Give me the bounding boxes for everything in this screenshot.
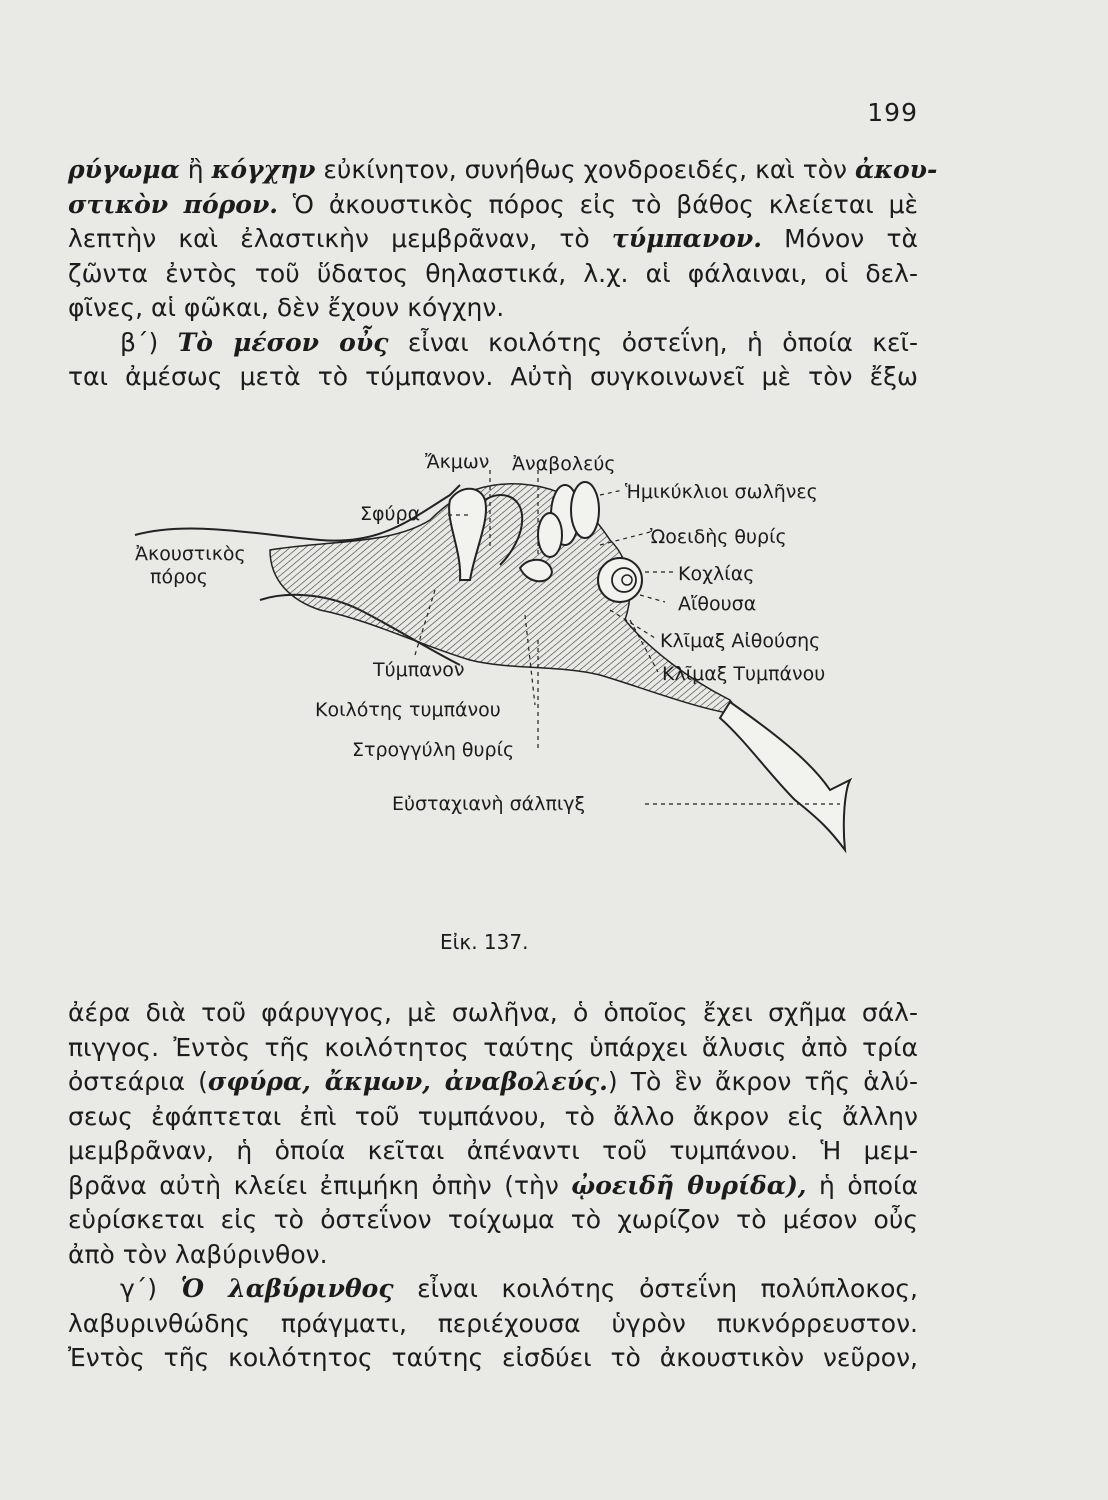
label-vestibule: Αἴθουσα [678,593,757,615]
label-tympanic-cavity: Κοιλότης τυμπάνου [315,699,501,721]
text-run: ὀστεάρια ( [68,1067,208,1096]
paragraph-3 [68,996,918,1272]
figure-caption: Εἰκ. 137. [440,930,529,954]
text-line [68,1238,918,1273]
text-run: ἢ [179,155,212,184]
label-scala-vestibuli: Κλῖμαξ Αἰθούσης [660,630,821,652]
label-ear-canal-1: Ἀκουστικὸς [135,543,246,565]
label-semicircular-canals: Ἡμικύκλιοι σωλῆνες [625,481,818,503]
text-run: Ὁ ἀκουστικὸς πόρος εἰς τὸ βάθος κλείεται μὲ [278,189,918,219]
label-akmon: Ἄκμων [425,451,490,473]
text-run: ἀπὸ τὸν λαβύρινθον. [68,1239,328,1269]
text-run: σεως ἐφάπτεται ἐπὶ τοῦ τυμπάνου, τὸ ἄλλο ἄκρον εἰς ἄλλην [68,1101,918,1131]
page-number: 199 [867,98,918,127]
text-run: εἶναι κοιλότης ὀστεΐνη, ἡ ὁποία κεῖ- [388,327,918,357]
paragraph-4 [68,1272,918,1376]
text-line [68,153,938,188]
text-run: ἀέρα διὰ τοῦ φάρυγγος, μὲ σωλῆνα, ὁ ὁποῖος ἔχει σχῆμα σάλ- [68,998,918,1027]
text-line [68,1169,918,1204]
text-run: Ἐντὸς τῆς κοιλότητος ταύτης εἰσδύει τὸ ἀκουστικὸν νεῦρον, [68,1343,918,1372]
text-run: Μόνον τὰ [761,224,918,253]
label-round-window: Στρογγύλη θυρίς [352,739,515,761]
emphasized-term: Ὁ λαβύρινθος [180,1274,394,1303]
text-line [68,1307,918,1342]
eustachian-tube [720,702,850,850]
label-scala-tympani: Κλῖμαξ Τυμπάνου [662,663,826,685]
text-line [68,257,918,292]
text-line [68,291,918,326]
ear-diagram [130,440,890,880]
text-line [68,1031,918,1066]
label-eustachian-tube: Εὐσταχιανὴ σάλπιγξ [392,793,586,815]
emphasized-term: στικὸν πόρον. [68,189,278,219]
label-oval-window: Ὠοειδὴς θυρίς [650,526,787,548]
text-line [68,1341,918,1376]
paragraph-2 [68,326,918,395]
text-run: εἶναι κοιλότης ὀστεΐνη πολύπλοκος, [393,1274,918,1303]
emphasized-term: σφύρα, ἄκμων, ἀναβολεύς. [207,1067,608,1096]
label-sfyra: Σφύρα [360,503,421,525]
paragraph-1 [68,153,938,326]
text-block-bottom [68,996,918,1376]
text-run: ἡ ὁποία [806,1170,918,1200]
text-run: βρᾶνα αὐτὴ κλείει ἐπιμήκη ὀπὴν (τὴν [68,1170,572,1200]
text-line [68,360,918,395]
text-run: ται ἀμέσως μετὰ τὸ τύμπανον. Αὐτὴ συγκοινωνεῖ μὲ τὸν ἔξω [68,362,918,391]
text-run: λαβυρινθώδης πράγματι, περιέχουσα ὑγρὸν πυκνόρρευστον. [68,1308,918,1338]
label-tympanum: Τύμπανον [373,659,465,681]
text-run: λεπτὴν καὶ ἐλαστικὴν μεμβρᾶναν, τὸ [68,224,612,253]
label-cochlea: Κοχλίας [678,563,755,585]
emphasized-term: ἀκου- [854,155,938,184]
text-line [68,1203,918,1238]
text-line [68,1134,918,1169]
label-anavoleus: Ἀναβολεύς [512,453,616,475]
text-run: ) Τὸ ἓν ἄκρον τῆς ἁλύ- [607,1067,918,1096]
emphasized-term: ᾠοειδῆ θυρίδα), [571,1170,807,1200]
text-run: εὐκίνητον, συνήθως χονδροειδές, καὶ τὸν [315,155,855,184]
ear-diagram-figure [130,440,890,880]
semicircular-canal-3 [538,513,562,557]
text-line [68,188,918,223]
text-run: β΄) [120,327,178,357]
text-run: μεμβρᾶναν, ἡ ὁποία κεῖται ἀπέναντι τοῦ τυμπάνου. Ἡ μεμ- [68,1136,918,1165]
emphasized-term: τύμπανον. [611,224,762,253]
text-line [68,222,918,257]
emphasized-term: Τὸ μέσον οὖς [177,327,389,357]
emphasized-term: κόγχην [211,155,316,184]
text-line [68,1065,918,1100]
text-block-top [68,153,938,395]
emphasized-term: ρύγωμα [68,155,180,184]
text-line [68,1100,918,1135]
text-run: φῖνες, αἱ φῶκαι, δὲν ἔχουν κόγχην. [68,293,505,322]
text-run: γ΄) [120,1274,181,1303]
text-run: πιγγος. Ἐντὸς τῆς κοιλότητος ταύτης ὑπάρχει ἅλυσις ἀπὸ τρία [68,1032,918,1062]
text-run: εὑρίσκεται εἰς τὸ ὀστεΐνον τοίχωμα τὸ χωρίζον τὸ μέσον οὖς [68,1205,918,1234]
text-line [68,996,918,1031]
text-line [68,326,918,361]
semicircular-canal-2 [571,482,599,538]
label-ear-canal-2: πόρος [150,566,208,588]
text-run: ζῶντα ἐντὸς τοῦ ὕδατος θηλαστικά, λ.χ. αἱ φάλαιναι, οἱ δελ- [68,258,918,288]
text-line [68,1272,918,1307]
